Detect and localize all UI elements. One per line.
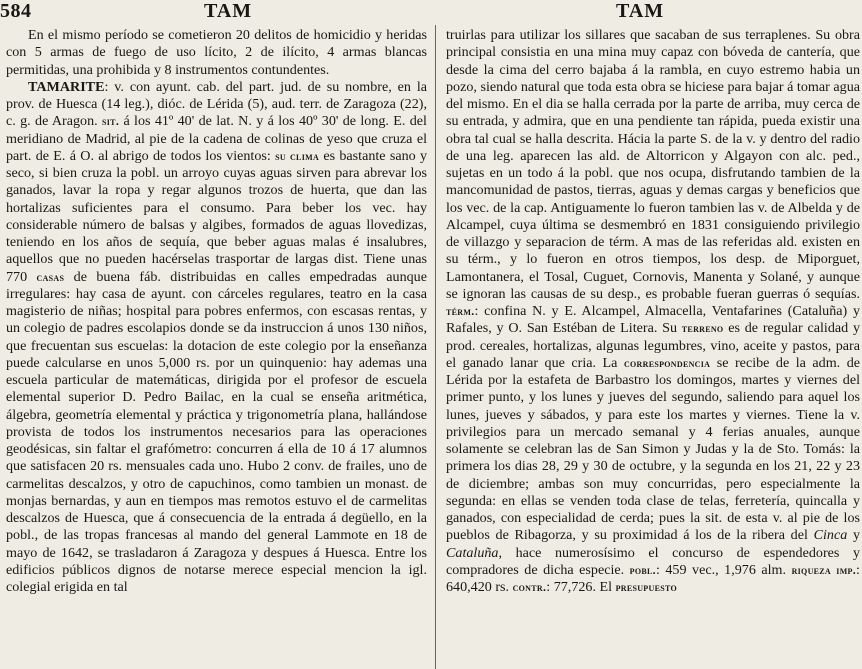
- column-divider: [435, 25, 436, 669]
- riqueza-label: riqueza imp.: [791, 562, 857, 577]
- right-text-b: : confina N. y E. Alcampel, Almacella, Ventafarines (Cataluña) y Rafales, y O. San Estéban de Litera. Su: [446, 303, 860, 337]
- right-text-g: : 459 vec., 1,976 alm.: [655, 561, 787, 578]
- pobl-label: pobl.: [629, 562, 656, 577]
- casas-label: casas: [36, 269, 65, 284]
- cataluna-name: Cataluña: [446, 544, 499, 561]
- contr-label: contr.: [512, 580, 547, 594]
- tamarite-text-b: á los 41º 40' de lat. N. y á los 40º 30' de long. E. del meridiano de Madrid, al pie de la cadena de colinas de yeso que cruza el part. de E. á O. al abrigo de todos los vientos:: [6, 113, 427, 164]
- paragraph-continuation: [446, 27, 860, 596]
- paragraph-crime-stats: En el mismo período se cometieron 20 delitos de homicidio y heridas con 5 armas de fuego de uso lícito, 2 de ilícito, 4 armas blancas permitidas, una prohibida y 8 instrumentos contundentes.: [6, 27, 427, 78]
- cinca-name: Cinca: [813, 527, 848, 544]
- right-column: [446, 27, 860, 596]
- right-text-a: truirlas para utilizar los sillares que sacaban de sus terraplenes. Su obra principal consistia en una mina muy capaz con bóveda de cantería, que desde la cima del cerro bajaba á la rambla, en cuyo estremo habia un pozo, siendo natural que toda esta obra se hiciese para bajar á tomar agua del mismo. En el dia se halla cerrada por la parte de arriba, muy cerca de su entrada, y admira, que en una pendiente tan rápida, pueda existir una obra tal cual se halla descrita. Hácia la parte S. de la v. y dentro del radio de una leg. aparecen las ald. de Altorricon y Algayon con alc. ped., sujetas en un todo á la pobl. que nos ocupa, disfrutando tambien de la mancomunidad de pastos, tierras, aguas y demas cargas y beneficios que los vec. de la cap. Antiguamente lo fueron tambien las v. de Albelda y de Alcampel, cuya última se desmembró en 1831 consiguiendo privilegio de villazgo y separacion de térm. A mas de las referidas ald. existen en su térm., y lo fueron en otros tiempos, los desp. de Miporguet, Lamontanera, el Tosal, Cuguet, Cornovis, Manenta y Solané, y aunque se ignoran las causas de su desp., es probable fueran guerras ó sequías.: [446, 27, 860, 302]
- presupuesto-label: presupuesto: [615, 580, 677, 594]
- tamarite-text-c: es bastante sano y seco, si bien cruza la pobl. un arroyo cuyas aguas sirven para abrevar los ganados, lavar la ropa y regar algunos trozos de huerta, que dan las hortalizas suficientes para el consumo. Para beber los vec. hay considerable número de balsas y algibes, formados de aguas llovedizas, teniendo en los años de sequía, que beber aguas malas é insalubres, aquellos que no pueden hacérselas trasportar de largas dist. Tiene unas 770: [6, 147, 428, 285]
- sit-label: sit.: [102, 114, 120, 129]
- tamarite-text-a: : v. con ayunt. cab. del part. jud. de su nombre, en la prov. de Huesca (14 leg.), dióc. de Lérida (5), aud. terr. de Zaragoza (22), c. g. de Aragon.: [6, 78, 427, 130]
- right-text-f: , hace numerosísimo el concurso de espendedores y compradores de dicha especie.: [446, 544, 860, 578]
- terreno-label: terreno: [681, 321, 724, 336]
- running-header-right: TAM: [616, 0, 665, 22]
- page-number: 584: [0, 0, 32, 22]
- running-header-left: TAM: [204, 0, 253, 22]
- left-column: [6, 27, 427, 596]
- clima-label: su clima: [275, 148, 320, 163]
- right-text-c: es de regular calidad y prod. cereales, hortalizas, algunas legumbres, vino, aceite y pastos, para el ganado lanar que cria. La: [446, 320, 861, 371]
- entry-title-tamarite: TAMARITE: [28, 78, 105, 95]
- term-label: térm.: [446, 304, 475, 318]
- right-text-d: se recibe de la adm. de Lérida por la estafeta de Barbastro los domingos, martes y viernes del primer punto, y los lunes y jueves del segundo, saliendo para aquel los lunes, jueves y sábados, y para este los martes y viernes. Tiene la v. privilegios para un mercado semanal y 4 ferias anuales, aunque solamente se celebran las de San Simon y Judas y la de Sto. Tomás: la primera los dias 28, 29 y 30 de octubre, y la segunda en los 21, 22 y 23 de diciembre; ambas son muy concurridas, pero especialmente la segunda: en ellas se venden toda clase de telas, ferretería, quincalla y ganados, con especialidad de cerda; pues la sit. de esta v. al pie de los pueblos de Ribagorza, y su proximidad á los de la ribera del: [446, 354, 860, 544]
- right-text-i: : 77,726. El: [546, 579, 613, 595]
- tamarite-text-d: de buena fáb. distribuidas en calles empedradas aunque irregulares: hay casa de ayunt. con cárceles regulares, teatro en la casa magisterio de niñas; hospital para pobres enfermos, con escasas rentas, y un colegio de padres escolapios donde se da instruccion á unos 130 niños, que frecuentan sus escuelas: la dotacion de este colegio por la enseñanza puede calcularse en unos 5,000 rs. por un quinquenio: hay ademas una escuela particular de matemáticas, dirigida por el profesor de escuela elemental superior D. Pedro Bailac, en la cual se enseña aritmética, álgebra, geometría elemental y práctica y trigonometría plana, hallándose provista de todos los instrumentos necesarios para las operaciones geodésicas, sin faltar el grafómetro: concurren á ella de 10 á 17 alumnos que satisfacen 20 rs. mensuales cada uno. Hubo 2 conv. de frailes, uno de carmelitas descalzos, y otro de capuchinos, como tambien un monast. de monjas bernardas, y aun en tiempos mas remotos estuvo el de carmelitas descalzos de Huesca, que á consecuencia de la entrada á degüello, en la pobl., de las tropas francesas al mando del general Lammote en 18 de mayo de 1642, se trasladaron á Zaragoza y despues á Huesca. Entre los edificios públicos dignos de notarse merece especial mencion la igl. colegial erigida en tal: [6, 268, 427, 595]
- correspondencia-label: correspondencia: [623, 355, 711, 370]
- paragraph-tamarite: [6, 79, 427, 597]
- right-text-h: : 640,420 rs.: [446, 561, 860, 595]
- right-text-e: y: [852, 527, 860, 544]
